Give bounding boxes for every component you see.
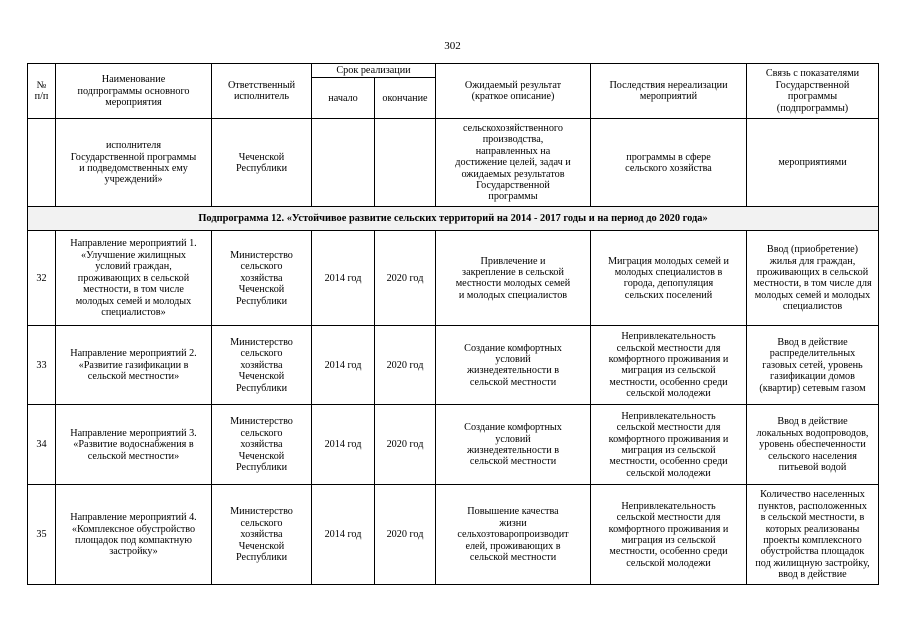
header-name: Наименование подпрограммы основного мероприятия <box>56 64 212 119</box>
cell-result: Повышение качества жизни сельхозтоваропроизводит елей, проживающих в сельской местности <box>436 485 591 585</box>
table-row <box>28 326 879 405</box>
cell-num: 34 <box>28 405 56 485</box>
cell-start: 2014 год <box>312 231 375 326</box>
subprogram-row <box>28 207 879 231</box>
cell-start: 2014 год <box>312 485 375 585</box>
header-consequences: Последствия нереализации мероприятий <box>591 64 747 119</box>
header-term: Срок реализации <box>312 64 436 78</box>
cell-start: 2014 год <box>312 326 375 405</box>
cell-result: Создание комфортных условий жизнедеятельности в сельской местности <box>436 326 591 405</box>
cell-link: Ввод (приобретение) жилья для граждан, проживающих в сельской местности, в том числе для молодых семей и молодых специалистов <box>747 231 879 326</box>
cell-name: Направление мероприятий 4. «Комплексное обустройство площадок под компактную застройку» <box>56 485 212 585</box>
cell-responsible: Министерство сельского хозяйства Чеченской Республики <box>212 405 312 485</box>
header-row <box>28 64 879 78</box>
cell-name: Направление мероприятий 1. «Улучшение жилищных условий граждан, проживающих в сельской местности, в том числе молодых семей и молодых специалистов» <box>56 231 212 326</box>
cell-name: Направление мероприятий 2. «Развитие газификации в сельской местности» <box>56 326 212 405</box>
cell-consequences: Непривлекательность сельской местности для комфортного проживания и миграция из сельской местности, особенно среди сельской молодежи <box>591 485 747 585</box>
cell-start <box>312 119 375 207</box>
cell-end: 2020 год <box>375 405 436 485</box>
header-end: окончание <box>375 78 436 119</box>
cell-end: 2020 год <box>375 485 436 585</box>
subprogram-title: Подпрограмма 12. «Устойчивое развитие сельских территорий на 2014 - 2017 годы и на период до 2020 года» <box>28 207 879 231</box>
cell-end: 2020 год <box>375 326 436 405</box>
cell-consequences: Непривлекательность сельской местности для комфортного проживания и миграция из сельской местности, особенно среди сельской молодежи <box>591 405 747 485</box>
cell-link: мероприятиями <box>747 119 879 207</box>
cell-result: Создание комфортных условий жизнедеятельности в сельской местности <box>436 405 591 485</box>
continuation-row <box>28 119 879 207</box>
cell-end <box>375 119 436 207</box>
table-row <box>28 405 879 485</box>
cell-consequences: программы в сфере сельского хозяйства <box>591 119 747 207</box>
cell-num <box>28 119 56 207</box>
header-link: Связь с показателями Государственной программы (подпрограммы) <box>747 64 879 119</box>
header-result: Ожидаемый результат (краткое описание) <box>436 64 591 119</box>
cell-responsible: Министерство сельского хозяйства Чеченской Республики <box>212 231 312 326</box>
header-num: № п/п <box>28 64 56 119</box>
cell-num: 32 <box>28 231 56 326</box>
cell-end: 2020 год <box>375 231 436 326</box>
cell-num: 33 <box>28 326 56 405</box>
cell-start: 2014 год <box>312 405 375 485</box>
cell-name: Направление мероприятий 3. «Развитие водоснабжения в сельской местности» <box>56 405 212 485</box>
page-number: 302 <box>444 40 461 52</box>
cell-responsible: Министерство сельского хозяйства Чеченской Республики <box>212 326 312 405</box>
cell-responsible: Чеченской Республики <box>212 119 312 207</box>
cell-result: Привлечение и закрепление в сельской местности молодых семей и молодых специалистов <box>436 231 591 326</box>
cell-responsible: Министерство сельского хозяйства Чеченской Республики <box>212 485 312 585</box>
cell-name: исполнителя Государственной программы и подведомственных ему учреждений» <box>56 119 212 207</box>
header-start: начало <box>312 78 375 119</box>
program-table <box>27 63 879 585</box>
cell-result: сельскохозяйственного производства, направленных на достижение целей, задач и ожидаемых результатов Государственной программы <box>436 119 591 207</box>
cell-link: Количество населенных пунктов, расположенных в сельской местности, в которых реализованы проекты комплексного обустройства площадок под жилищную застройку, ввод в действие <box>747 485 879 585</box>
cell-consequences: Миграция молодых семей и молодых специалистов в города, депопуляция сельских поселений <box>591 231 747 326</box>
cell-consequences: Непривлекательность сельской местности для комфортного проживания и миграция из сельской местности, особенно среди сельской молодежи <box>591 326 747 405</box>
cell-num: 35 <box>28 485 56 585</box>
cell-link: Ввод в действие распределительных газовых сетей, уровень газификации домов (квартир) сетевым газом <box>747 326 879 405</box>
table-row <box>28 231 879 326</box>
header-responsible: Ответственный исполнитель <box>212 64 312 119</box>
table-row <box>28 485 879 585</box>
cell-link: Ввод в действие локальных водопроводов, уровень обеспеченности сельского населения питьевой водой <box>747 405 879 485</box>
